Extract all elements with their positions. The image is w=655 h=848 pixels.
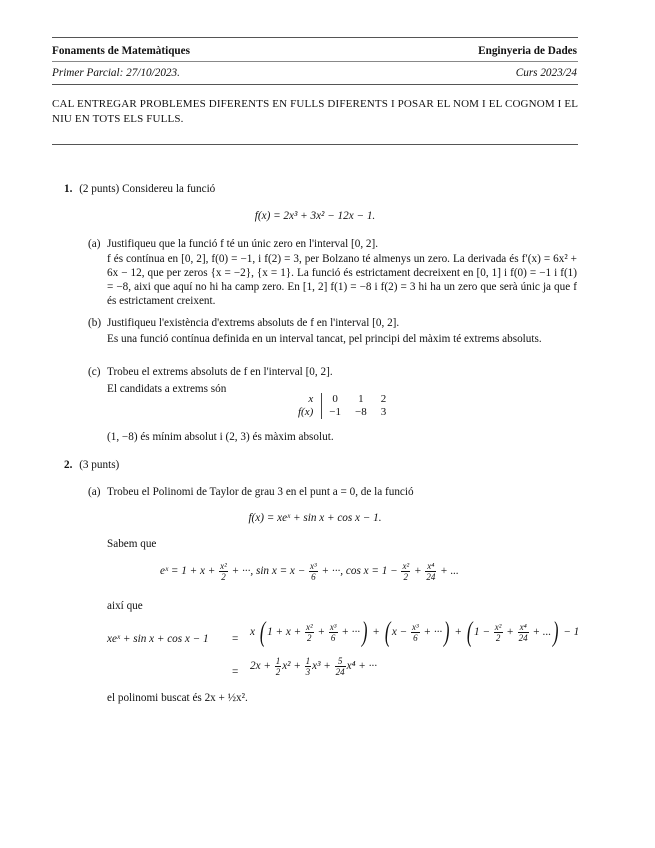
paren: (	[384, 616, 391, 648]
table-row	[291, 406, 393, 419]
ellipsis: + ...	[440, 565, 459, 578]
question-intro: (3 punts)	[79, 459, 120, 471]
fraction: $\frac{5}{24}$	[335, 656, 345, 677]
table-cell: 1	[358, 393, 364, 405]
expansion-lhs: xeˣ + sin x + cos x − 1	[107, 633, 209, 645]
fraction: $\frac{\text{x²}}{2}$	[494, 622, 502, 643]
paren: )	[361, 616, 368, 648]
paren: (	[466, 616, 473, 648]
degree-title: Enginyeria de Dades	[478, 45, 577, 57]
table-row	[291, 393, 393, 406]
fraction: $\frac{\text{x²}}{2}$	[402, 561, 410, 582]
equals-sign: =	[232, 666, 239, 678]
ellipsis: + ···	[321, 565, 341, 578]
known-series: eˣ = 1 + x + $\frac{\text{x²}}{2}$ + ···, sin x = x − $\frac{\text{x³}}{6}$ + ···, cos x = 1 − $\frac{\text{x²}}{2}$ + $\frac{\text{x⁴}}{24}$ + ...	[160, 561, 459, 582]
sabem-que: Sabem que	[107, 538, 157, 550]
paren: (	[259, 616, 266, 648]
table-cell: −1	[329, 406, 341, 418]
question-intro: (2 punts) Considereu la funció	[79, 183, 216, 195]
table-cell: f(x)	[291, 406, 322, 419]
ellipsis: + ···	[231, 565, 251, 578]
fraction: $\frac{1}{3}$	[305, 656, 311, 677]
notice-rule	[52, 144, 578, 145]
cos-series: , cos x = 1 −	[340, 565, 398, 578]
header-divider	[52, 61, 578, 62]
fraction: $\frac{1}{2}$	[275, 656, 281, 677]
values-table	[291, 393, 393, 419]
taylor-function: f(x) = xeˣ + sin x + cos x − 1.	[248, 512, 382, 524]
table-cell: 0	[332, 393, 338, 405]
part-question: Justifiqueu l'existència d'extrems absoluts de f en l'interval [0, 2].	[107, 317, 400, 329]
table-cell: −8	[354, 406, 367, 418]
term: x⁴ + ···	[346, 660, 378, 673]
equals-sign: =	[232, 633, 239, 645]
part-answer: Es una funció contínua definida en un interval tancat, pel principi del màxim té extrems absoluts.	[107, 333, 542, 345]
expansion-line-1: x ( 1 + x + $\frac{\text{x²}}{2}$ + $\frac{\text{x³}}{6}$ + ···) + ( x − $\frac{\text{x³}}{6}$ + ···) + ( 1 − $\frac{\text{x²}}{2}$ + $\frac{\text{x⁴}}{24}$ + ...) − 1	[250, 616, 580, 648]
paren: )	[553, 616, 559, 648]
expansion-line-2	[250, 656, 377, 677]
candidates-intro: El candidats a extrems són	[107, 383, 227, 395]
part-label: (c)	[88, 366, 101, 378]
taylor-conclusion: el polinomi buscat és 2x + ½x².	[107, 692, 248, 704]
fraction: $\frac{\text{x²}}{2}$	[305, 622, 313, 643]
exp-series: eˣ = 1 + x +	[160, 565, 216, 578]
top-rule	[52, 37, 578, 38]
table-cell: x	[291, 393, 322, 406]
fraction: $\frac{\text{x³}}{6}$	[411, 622, 419, 643]
sin-series: , sin x = x −	[250, 565, 306, 578]
part-question: Justifiqueu que la funció f té un únic zero en l'interval [0, 2].	[107, 238, 379, 250]
fraction: $\frac{\text{x²}}{2}$	[220, 561, 227, 582]
question-2	[64, 458, 119, 472]
extrema-answer: (1, −8) és mínim absolut i (2, 3) és màxim absolut.	[107, 431, 334, 443]
instructions-notice: CAL ENTREGAR PROBLEMES DIFERENTS EN FULLS DIFERENTS I POSAR EL NOM I EL COGNOM I EL NIU EN TOTS ELS FULLS.	[52, 98, 578, 125]
header-bottom-rule	[52, 84, 578, 85]
part-label: (a)	[88, 486, 101, 498]
minus-one: − 1	[563, 626, 580, 639]
part-label: (a)	[88, 238, 101, 250]
fraction: $\frac{\text{x³}}{6}$	[329, 622, 337, 643]
term: x³ +	[312, 660, 331, 673]
question-number: 2.	[64, 459, 73, 471]
course-title: Fonaments de Matemàtiques	[52, 45, 190, 57]
aixi-que: així que	[107, 600, 143, 612]
function-formula: f(x) = 2x³ + 3x² − 12x − 1.	[254, 210, 376, 222]
exam-date: Primer Parcial: 27/10/2023.	[52, 67, 180, 79]
paren: )	[444, 616, 450, 648]
part-label: (b)	[88, 317, 102, 329]
part-question: Trobeu el extrems absoluts de f en l'interval [0, 2].	[107, 366, 333, 378]
academic-year: Curs 2023/24	[515, 67, 577, 79]
term: 2x +	[250, 660, 271, 673]
table-cell: 2	[380, 393, 387, 405]
fraction: $\frac{\text{x⁴}}{24}$	[426, 561, 436, 582]
question-number: 1.	[64, 183, 73, 195]
question-1	[64, 182, 215, 196]
term: x² +	[282, 660, 301, 673]
part-question: Trobeu el Polinomi de Taylor de grau 3 en el punt a = 0, de la funció	[107, 486, 414, 498]
factor-x: x	[250, 626, 255, 639]
fraction: $\frac{\text{x⁴}}{24}$	[518, 622, 528, 643]
part-answer: f és contínua en [0, 2], f(0) = −1, i f(2) = 3, per Bolzano té almenys un zero. La derivada és f′(x) = 6x² + 6x − 12, que per zeros {x = −2}, {x = 1}. La funció és estrictament decreixent en [0, 1] i f(0) = −1 i f(1) = −8, aixi que aquí no hi ha camp zero. En [1, 2] f(1) = −8 i f(2) = 3 hi ha un zero que serà únic ja que f és estrictament creixent.	[107, 253, 577, 307]
table-cell: 3	[380, 406, 387, 418]
fraction: $\frac{\text{x³}}{6}$	[310, 561, 317, 582]
